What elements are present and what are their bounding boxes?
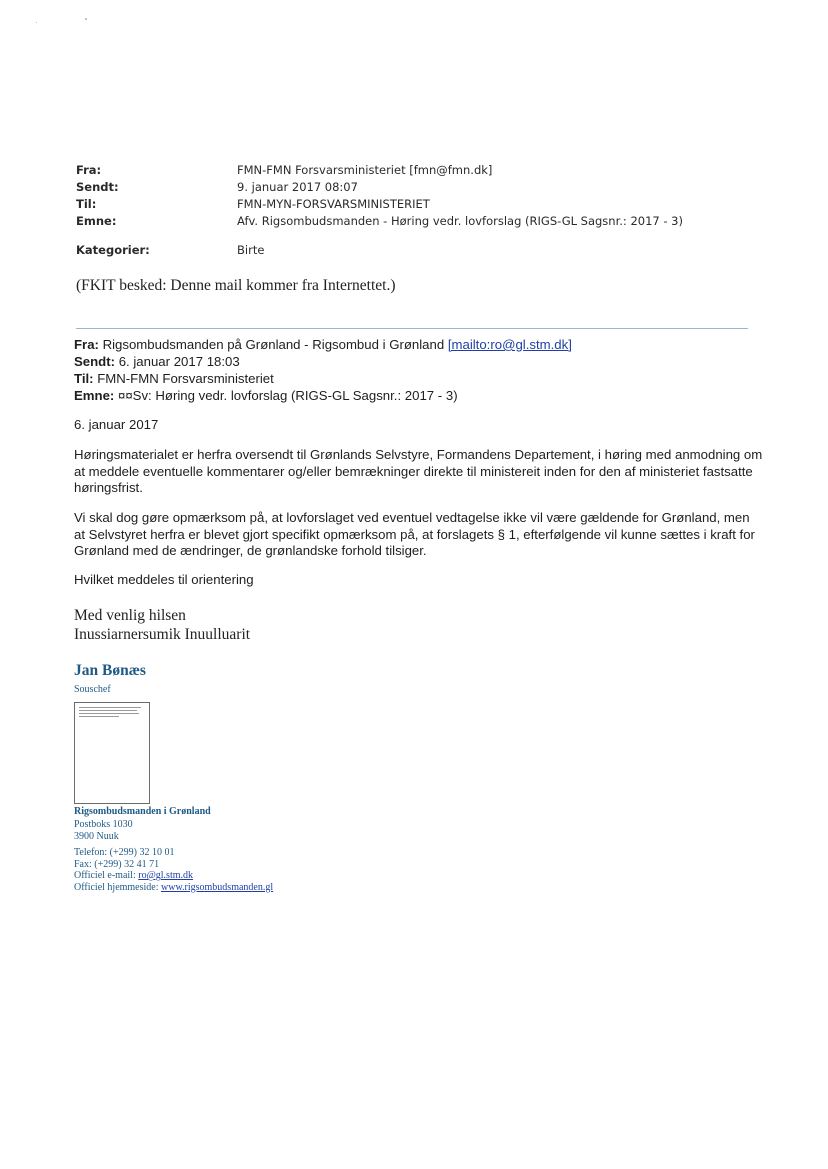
header-row-category	[76, 242, 776, 259]
forwarded-to-line	[74, 370, 764, 387]
header-label: Til:	[76, 197, 97, 211]
phone-line: Telefon: (+299) 32 10 01	[74, 847, 175, 858]
internet-notice: (FKIT besked: Denne mail kommer fra Internettet.)	[76, 277, 396, 294]
email-label: Officiel e-mail:	[74, 870, 139, 881]
header-value: FMN-MYN-FORSVARSMINISTERIET	[237, 197, 430, 211]
header-row-to	[76, 196, 776, 213]
forwarded-label: Til:	[74, 371, 94, 386]
fax-line: Fax: (+299) 32 41 71	[74, 858, 160, 870]
header-label: Sendt:	[76, 180, 119, 194]
forward-divider	[76, 328, 748, 329]
header-label: Fra:	[76, 163, 102, 177]
forwarded-header	[74, 336, 764, 404]
header-row-from	[76, 162, 776, 179]
body-paragraph-1: Høringsmaterialet er herfra oversendt til Grønlands Selvstyre, Formandens Departement, i høring med anmodning om at meddele eventuelle kommentarer og/eller bemrækninger direkte til ministereit inden for den af ministeriet fastsatte høringsfrist.	[74, 447, 763, 495]
forwarded-to-value: FMN-FMN Forsvarsministeriet	[97, 371, 274, 386]
header-row-subject	[76, 213, 776, 230]
email-link[interactable]: ro@gl.stm.dk	[138, 870, 193, 881]
signature-name: Jan Bønæs	[74, 662, 146, 679]
closing	[74, 606, 250, 644]
scan-speck	[85, 18, 87, 20]
signature-logo-image	[74, 702, 150, 804]
body-date: 6. januar 2017	[74, 417, 159, 432]
address-line: 3900 Nuuk	[74, 830, 119, 842]
signature-address	[74, 819, 133, 842]
body-paragraph-2: Vi skal dog gøre opmærksom på, at lovforslaget ved eventuel vedtagelse ikke vil være gældende for Grønland, men at Selvstyret herfra er blevet gjort specifikt opmærksom på, at forslagets § 1, efterfølgende vil kunne sættes i kraft for Grønland med de ændringer, de grønlandske forhold tilsiger.	[74, 510, 755, 558]
header-label: Kategorier:	[76, 243, 150, 257]
address-line: Postboks 1030	[74, 819, 133, 830]
header-value: FMN-FMN Forsvarsministeriet [fmn@fmn.dk]	[237, 163, 493, 177]
website-link[interactable]: www.rigsombudsmanden.gl	[161, 881, 274, 893]
email-header	[76, 162, 776, 259]
header-label: Emne:	[76, 214, 117, 228]
forwarded-from-value: Rigsombudsmanden på Grønland - Rigsombud i Grønland	[102, 337, 445, 352]
header-value: Afv. Rigsombudsmanden - Høring vedr. lovforslag (RIGS-GL Sagsnr.: 2017 - 3)	[237, 214, 683, 228]
closing-sender-group: Inussiarnersumik Inuulluarit	[74, 626, 251, 643]
closing-greeting: Med venlig hilsen	[74, 607, 186, 624]
email-line	[74, 870, 273, 882]
forwarded-subject-line	[74, 387, 764, 404]
forwarded-label: Emne:	[74, 388, 115, 403]
header-value: Birte	[237, 243, 265, 257]
forwarded-label: Sendt:	[74, 354, 116, 369]
forwarded-label: Fra:	[74, 337, 99, 352]
signature-organisation: Rigsombudsmanden i Grønland	[74, 806, 211, 817]
forwarded-subject-value: ¤¤Sv: Høring vedr. lovforslag (RIGS-GL Sagsnr.: 2017 - 3)	[117, 388, 458, 403]
header-value: 9. januar 2017 08:07	[237, 180, 358, 194]
website-label: Officiel hjemmeside:	[74, 881, 162, 893]
signature-title: Souschef	[74, 684, 111, 695]
header-row-sent	[76, 179, 776, 196]
website-line	[74, 882, 273, 894]
scan-speck	[36, 22, 37, 23]
signature-contact	[74, 847, 273, 893]
mailto-link[interactable]: [mailto:ro@gl.stm.dk]	[447, 337, 572, 352]
forwarded-sent-line	[74, 353, 764, 370]
forwarded-from-line	[74, 336, 764, 353]
forwarded-sent-value: 6. januar 2017 18:03	[118, 354, 240, 369]
body-paragraph-3: Hvilket meddeles til orientering	[74, 572, 254, 587]
